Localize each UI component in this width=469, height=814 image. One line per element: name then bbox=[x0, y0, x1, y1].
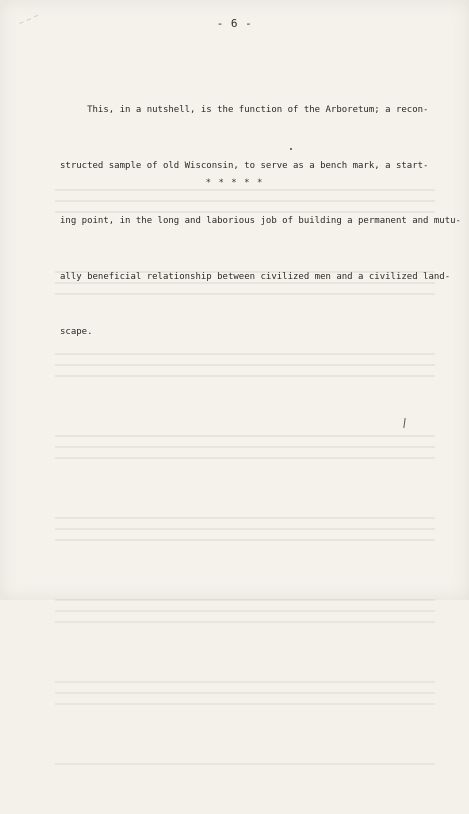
corner-pencil-mark: ~ ~ ~ bbox=[17, 11, 41, 28]
closing-paragraph bbox=[60, 64, 461, 379]
paragraph-line: This, in a nutshell, is the function of the Arboretum; a recon- bbox=[60, 105, 429, 115]
page-number: - 6 - bbox=[216, 17, 253, 30]
paragraph-line: ing point, in the long and laborious job of building a permanent and mutu- bbox=[60, 216, 461, 226]
paragraph-line: scape. bbox=[60, 327, 93, 337]
section-separator: * * * * * bbox=[205, 178, 264, 188]
paragraph-line: structed sample of old Wisconsin, to serve as a bench mark, a start- bbox=[60, 160, 429, 171]
paragraph-line: ally beneficial relationship between civilized men and a civilized land- bbox=[60, 271, 451, 282]
stray-ink-dot bbox=[290, 148, 292, 150]
